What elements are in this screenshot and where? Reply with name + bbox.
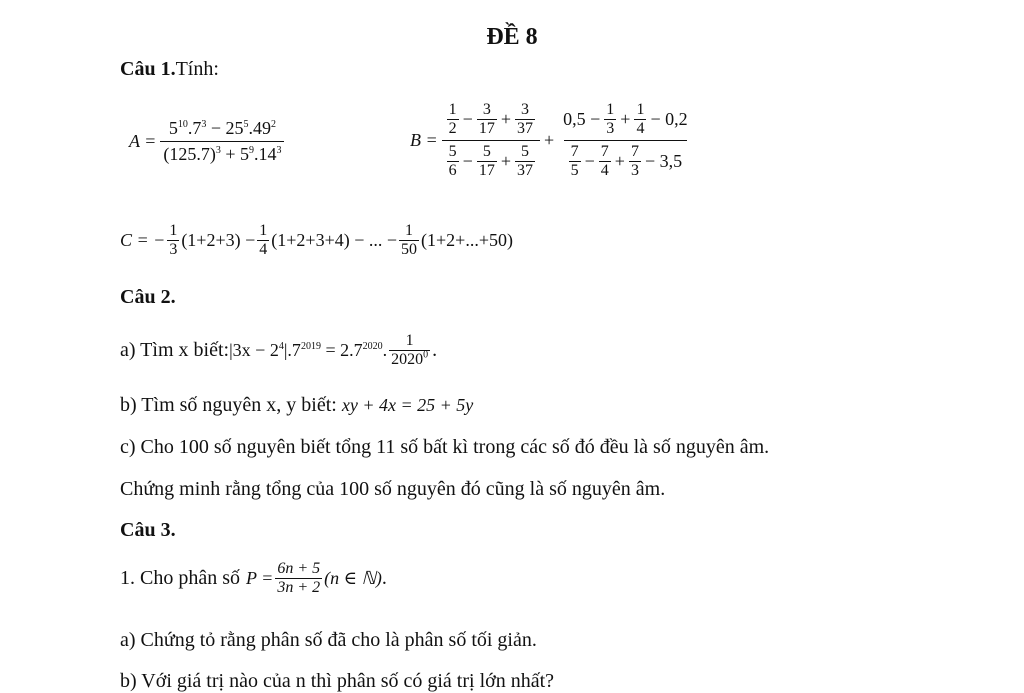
question-3-1-lhs: P = <box>246 568 274 588</box>
question-2b <box>120 394 473 417</box>
question-3b: b) Với giá trị nào của n thì phân số có giá trị lớn nhất? <box>120 670 555 692</box>
question-2b-text: b) Tìm số nguyên x, y biết: <box>120 394 337 416</box>
question-3-1-prefix: 1. Cho phân số <box>120 567 240 589</box>
expression-b-lhs: B = <box>410 130 438 150</box>
expression-b-fraction-2-numerator: 0,5 − $\frac{1}{3}$ + $\frac{1}{4}$ − 0,2 <box>563 101 688 137</box>
question-2b-equation: xy + 4x = 25 + 5y <box>341 395 474 415</box>
expression-b-fraction-1-denominator: $\frac{5}{6}$ − $\frac{5}{17}$ + $\frac{5}{37}$ <box>442 140 540 180</box>
question-3a: a) Chứng tỏ rằng phân số đã cho là phân số tối giản. <box>120 629 537 651</box>
expression-b-plus: + <box>543 130 555 150</box>
expression-c-lhs: C = − <box>120 230 166 250</box>
expression-b-fraction-2 <box>558 101 692 180</box>
question-2c-line-2: Chứng minh rằng tổng của 100 số nguyên đó cũng là số nguyên âm. <box>120 478 666 500</box>
page-title: ĐỀ 8 <box>486 24 538 50</box>
expression-b <box>408 101 695 180</box>
expression-b-fraction-1-numerator: $\frac{1}{2}$ − $\frac{3}{17}$ + $\frac{3}{37}$ <box>448 101 533 137</box>
expression-b-fraction-1 <box>442 101 540 180</box>
question-3-label: Câu 3. <box>120 519 176 541</box>
question-2a: a) Tìm x biết: $|3x - 2^4|.7^{2019} = 2.7^{2020}$. $\frac{1}{2020^0}$ . <box>120 332 438 368</box>
expression-b-fraction-2-denominator: $\frac{7}{5}$ − $\frac{7}{4}$ + $\frac{7}{3}$ − 3,5 <box>564 140 687 180</box>
expression-a-fraction <box>160 118 284 165</box>
expression-a-numerator: $5^{10}.7^3 - 25^5.49^2$ <box>168 118 276 138</box>
question-2a-expression: $|3x - 2^4|.7^{2019} = 2.7^{2020}$. <box>229 340 388 360</box>
question-1-heading <box>120 58 219 81</box>
question-3-1: 1. Cho phân số P = $\frac{6n + 5}{3n + 2}$ (n ∈ ℕ) . <box>120 560 387 596</box>
question-1-text: Tính: <box>175 58 219 80</box>
question-1-label: Câu 1. <box>120 58 176 80</box>
expression-c: C = − $\frac{1}{3}$ (1+2+3) − $\frac{1}{4}$ (1+2+3+4) − ... − $\frac{1}{50}$ (1+2+...+50) <box>120 222 513 258</box>
expression-a-denominator: $(125.7)^3 + 5^9.14^3$ <box>160 141 284 165</box>
expression-a-lhs: A = <box>129 131 157 151</box>
question-2-label: Câu 2. <box>120 286 176 308</box>
question-3-1-condition: (n ∈ ℕ) <box>324 568 382 588</box>
expression-a <box>127 118 286 165</box>
question-2a-prefix: a) Tìm x biết: <box>120 339 230 361</box>
question-2c-line-1: c) Cho 100 số nguyên biết tổng 11 số bất kì trong các số đó đều là số nguyên âm. <box>120 436 770 458</box>
